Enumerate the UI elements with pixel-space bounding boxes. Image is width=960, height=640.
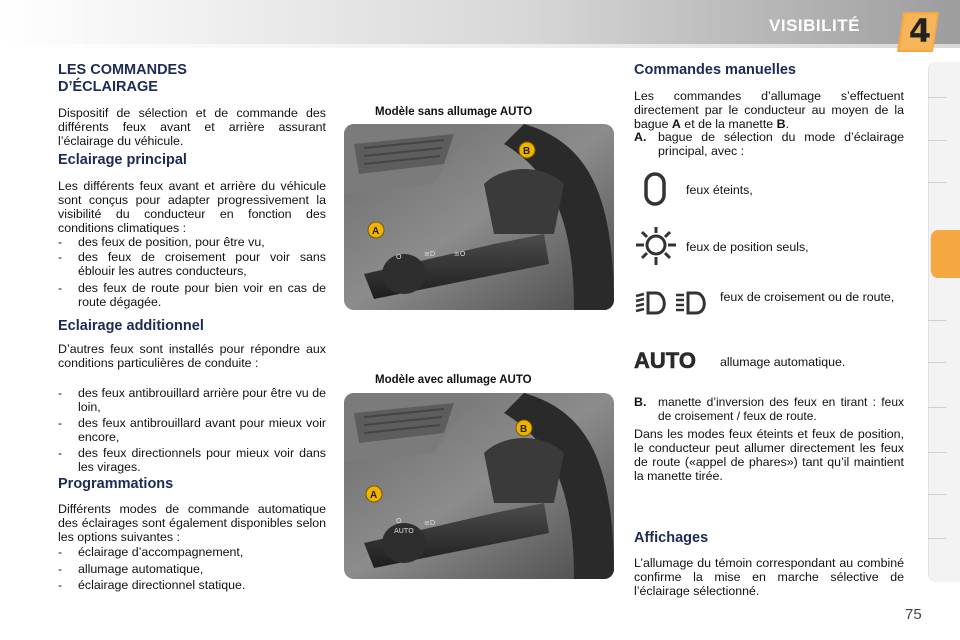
intro-text-part: . (785, 117, 790, 131)
tab-divider (928, 182, 946, 183)
photo-stalk-sans-auto (344, 124, 614, 310)
item-b-text: manette d’inversion des feux en tirant : feux de croisement / feux de route. (658, 395, 904, 423)
mode-text: feux de croisement ou de route, (720, 290, 895, 304)
list-item: - éclairage d’accompagnement, (58, 545, 326, 559)
heading-affichages: Affichages (634, 530, 709, 546)
tab-divider (928, 97, 946, 98)
lights-off-icon (640, 172, 670, 213)
intro-label-a: A (671, 117, 681, 131)
page-number: 75 (905, 606, 922, 623)
intro-text: Dispositif de sélection et de commande des différents feux avant et arrière assurant l’éclairage du véhicule. (58, 106, 326, 148)
mode-text: feux éteints, (686, 183, 753, 197)
item-a-text: bague de sélection du mode d’éclairage principal, avec : (658, 130, 904, 158)
programmations-text: Différents modes de commande automatique des éclairages sont également disponibles selon les options suivantes : (58, 502, 326, 544)
photo-stalk-avec-auto (344, 393, 614, 579)
section-title-line1: LES COMMANDES (58, 62, 187, 78)
list-item: - des feux antibrouillard avant pour mieux voir encore, (58, 416, 326, 444)
svg-text:≡D: ≡D (424, 519, 436, 527)
stalk-illustration (344, 124, 614, 310)
tab-divider (928, 140, 946, 141)
chapter-number: 4 (908, 12, 932, 50)
intro-text-part: Les commandes d’allumage s’effectuent directement par le conducteur au moyen de la bague (634, 89, 904, 131)
heading-programmations: Programmations (58, 476, 174, 492)
chapter-tabs (928, 62, 960, 582)
item-a-label: A. (634, 130, 647, 144)
heading-eclairage-additionnel: Eclairage additionnel (58, 318, 204, 334)
label-a-bottom: A (370, 490, 378, 501)
auto-icon-text: AUTO (634, 348, 696, 372)
tab-divider (928, 494, 946, 495)
stalk-illustration-auto (344, 393, 614, 579)
heading-commandes-manuelles: Commandes manuelles (634, 62, 796, 78)
svg-text:≡O: ≡O (454, 250, 466, 258)
svg-text:O: O (396, 253, 402, 261)
label-a-top: A (372, 226, 380, 237)
tab-divider (928, 538, 946, 539)
label-b-top: B (523, 146, 531, 157)
right-intro (634, 89, 904, 131)
intro-text-part: et de la manette (680, 117, 777, 131)
additionnel-text: D’autres feux sont installés pour répondre aux conditions particulières de conduite : (58, 342, 326, 370)
list-item: - des feux de position, pour être vu, (58, 235, 326, 249)
tab-visibilite[interactable] (930, 230, 960, 278)
label-b-bottom: B (520, 424, 528, 435)
caption-sans-auto: Modèle sans allumage AUTO (375, 106, 533, 118)
heading-eclairage-principal: Eclairage principal (58, 152, 187, 168)
caption-avec-auto: Modèle avec allumage AUTO (375, 374, 532, 386)
svg-text:O: O (396, 517, 402, 525)
auto-icon (634, 348, 712, 372)
tab-divider (928, 452, 946, 453)
list-item: - des feux de route pour bien voir en cas de route dégagée. (58, 281, 326, 309)
right-paragraph: Dans les modes feux éteints et feux de position, le conducteur peut allumer directement les feux de route («appel de phares») tant qu’il maintient la manette tirée. (634, 427, 904, 483)
affichages-text: L’allumage du témoin correspondant au combiné confirme la mise en marche sélective de l’éclairage sélectionné. (634, 556, 904, 598)
tab-divider (928, 320, 946, 321)
intro-label-b: B (776, 117, 786, 131)
svg-text:≡D: ≡D (424, 250, 436, 258)
position-lights-icon (633, 225, 679, 274)
list-item: - des feux de croisement pour voir sans éblouir les autres conducteurs, (58, 250, 326, 278)
mode-text: feux de position seuls, (686, 240, 809, 254)
stalk-auto-label: AUTO (394, 527, 414, 535)
mode-text: allumage automatique. (720, 355, 846, 369)
dipped-main-beam-icon (634, 290, 714, 321)
principal-text: Les différents feux avant et arrière du véhicule sont conçus pour adapter progressivement la visibilité du conducteur en fonction des conditions climatiques : (58, 179, 326, 235)
header-title: VISIBILITÉ (769, 16, 860, 35)
list-item: - des feux antibrouillard arrière pour être vu de loin, (58, 386, 326, 414)
chapter-badge (895, 8, 945, 56)
item-b-label: B. (634, 395, 647, 409)
list-item: - allumage automatique, (58, 562, 326, 576)
list-item: - des feux directionnels pour mieux voir dans les virages. (58, 446, 326, 474)
list-item: - éclairage directionnel statique. (58, 578, 326, 592)
section-title-line2: D’ÉCLAIRAGE (58, 79, 158, 95)
page-header (0, 0, 960, 50)
tab-divider (928, 362, 946, 363)
tab-divider (928, 407, 946, 408)
